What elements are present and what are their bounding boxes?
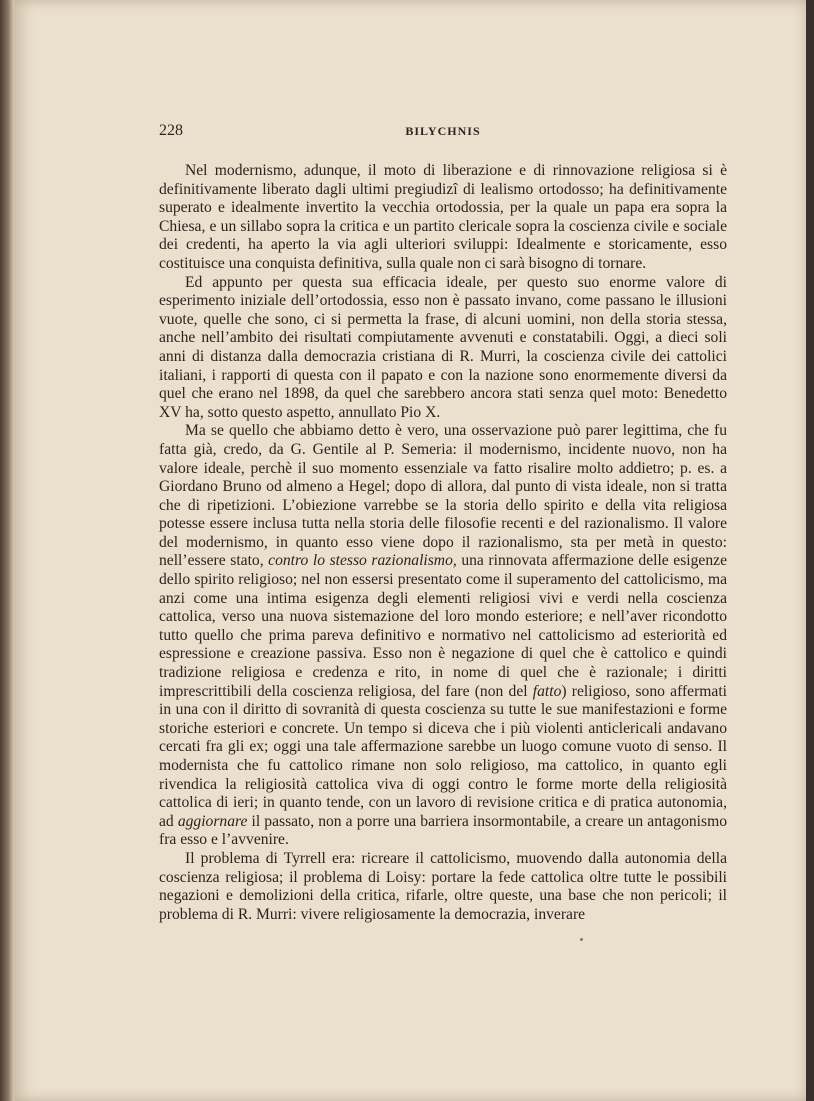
paragraph bbox=[159, 422, 727, 850]
article-body bbox=[159, 162, 727, 924]
italic-word: fatto bbox=[532, 682, 562, 700]
running-header bbox=[159, 122, 727, 142]
text-run: il passato, non a porre una barriera insormontabile, a creare un antagonismo fra esso e l’avvenire. bbox=[159, 812, 728, 849]
book-gutter bbox=[0, 0, 14, 1101]
paragraph bbox=[159, 162, 727, 274]
italic-phrase: contro lo stesso razionalismo, bbox=[268, 552, 457, 570]
paragraph bbox=[159, 850, 727, 924]
italic-word: aggiornare bbox=[177, 812, 248, 830]
text-run: Nel modernismo, adunque, il moto di liberazione e di rinnovazione religiosa si è definitivamente liberato dagli ultimi pregiudizî di lealismo ortodosso; ha definitivamente superato e idealmente invertito la vecchia ortodossia, per la quale un papa era sopra la Chiesa, e un sillabo sopra la critica e un partito clericale sopra la coscienza civile e sociale dei credenti, ha aperto la via agli ulteriori sviluppi: Idealmente e storicamente, esso costituisce una conquista definitiva, sulla quale non ci sarà bisogno di tornare. bbox=[159, 162, 727, 272]
text-run: una rinnovata affermazione delle esigenze dello spirito religioso; nel non essersi presentato come il superamento del cattolicismo, ma anzi come una intima esigenza degli elementi religiosi vivi e verdi nella coscienza cattolica, verso una nuova sistemazione del loro mondo esteriore; e nell’aver ricondotto tutto quello che prima pareva definitivo e normativo nel cattolicismo ad esteriorità ed espressione e creazione passiva. Esso non è negazione di quel che è cattolico e quindi tradizione religiosa e credenza e rito, in nome di quel che è razionale; i diritti imprescrittibili della coscienza religiosa, del fare (non del bbox=[159, 552, 727, 700]
text-run: Ed appunto per questa sua efficacia ideale, per questo suo enorme valore di esperimento iniziale dell’ortodossia, esso non è passato invano, come passano le illusioni vuote, quelle che sono, ci si permetta la frase, di alcuni uomini, non della storia stessa, anche nell’ambito dei risultati compiutamente avvenuti e constatabili. Oggi, a dieci soli anni di distanza dalla democrazia cristiana di R. Murri, la coscienza civile dei cattolici italiani, i rapporti di questa con il papato e con la nazione sono enormemente diversi da quel che erano nel 1898, da quel che sarebbero ancora stati senza quel moto: Benedetto XV ha, sotto questo aspetto, annullato Pio X. bbox=[159, 273, 727, 421]
text-run: Ma se quello che abbiamo detto è vero, una osservazione può parer legittima, che fu fatta già, credo, da G. Gentile al P. Semeria: il modernismo, incidente nuovo, non ha valore ideale, perchè il suo momento essenziale va fatto risalire molto addietro; p. es. a Giordano Bruno od almeno a Hegel; dopo di allora, dal punto di vista ideale, non si tratta che di ripetizioni. L’obiezione varrebbe se la storia dello spirito e della vita religiosa potesse essere inclusa tutta nella storia delle filosofie recenti e del razionalismo. Il valore del modernismo, in quanto esso viene dopo il razionalismo, sta per metà in questo: nell’essere stato, bbox=[159, 422, 727, 570]
page-number: 228 bbox=[159, 122, 183, 139]
running-title: BILYCHNIS bbox=[405, 124, 481, 138]
paragraph bbox=[159, 274, 727, 423]
text-run: Il problema di Tyrrell era: ricreare il cattolicismo, muovendo dalla autonomia della coscienza religiosa; il problema di Loisy: portare la fede cattolica oltre tutte le possibili negazioni e demolizioni della critica, rifarle, oltre queste, una base che non pericoli; il problema di R. Murri: vivere religiosamente la democrazia, inverare bbox=[159, 849, 727, 923]
text-run: ) religioso, sono affermati in una con il diritto di sovranità di questa coscienza su tutte le sue manifestazioni e forme storiche esteriori e concrete. Un tempo si diceva che i più violenti anticlericali andavano cercati fra gli ex; oggi una tale affermazione sarebbe un luogo comune vuoto di senso. Il modernista che fu cattolico rimane non solo religioso, ma cattolico, in quanto egli rivendica la religiosità cattolica viva di oggi contro le forme morte della religiosità cattolica di ieri; in quanto tende, con un lavoro di revisione critica e di pratica autonomia, ad bbox=[159, 682, 728, 830]
paper-speck bbox=[580, 938, 583, 941]
